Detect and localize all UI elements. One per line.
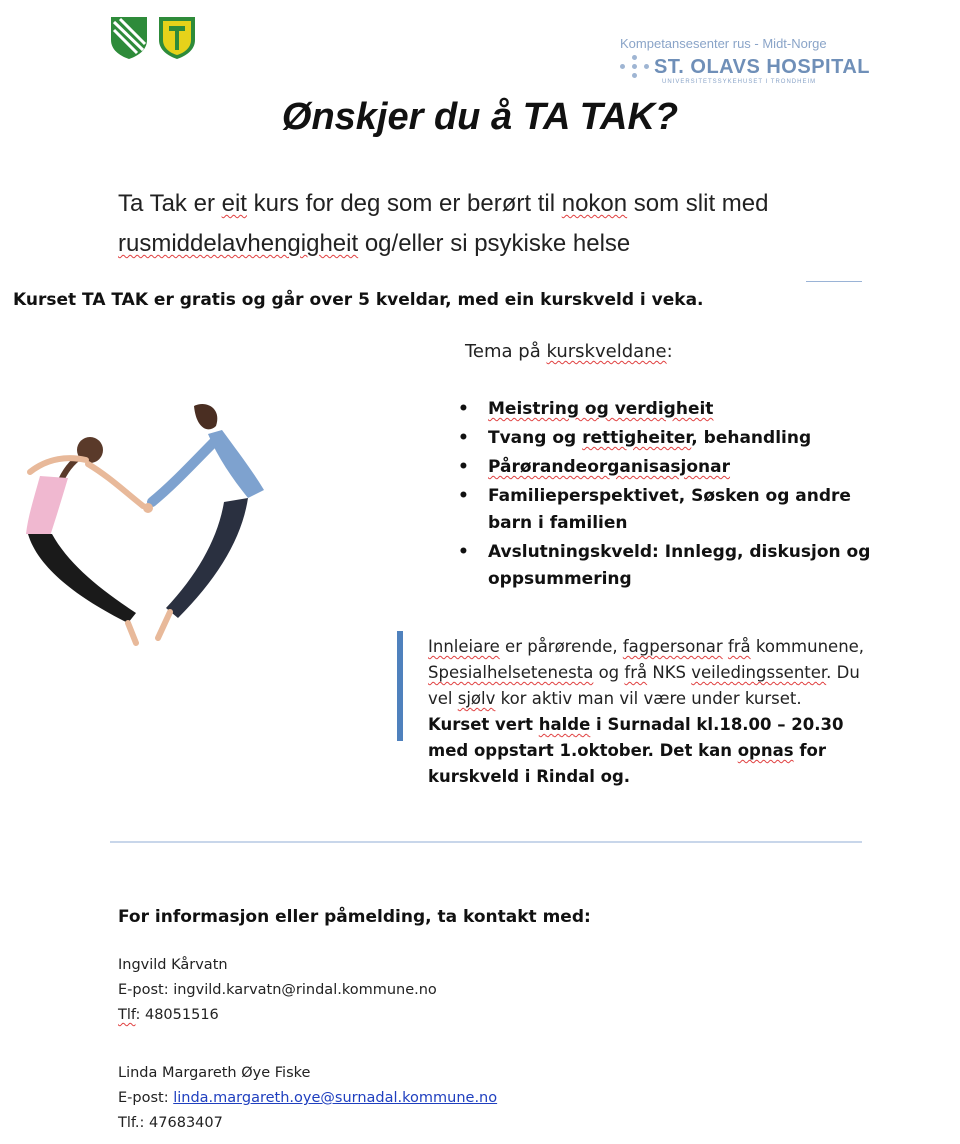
hospital-dots-icon: [620, 55, 646, 79]
schedule-text: [428, 715, 843, 786]
hospital-tagline: Kompetansesenter rus - Midt-Norge: [620, 36, 827, 51]
phone-label: Tlf.: [118, 1115, 140, 1131]
info-block: [428, 634, 868, 790]
topics-heading: [465, 341, 673, 362]
hospital-subtitle: UNIVERSITETSSYKEHUSET I TRONDHEIM: [662, 79, 817, 85]
schedule-word: halde: [538, 715, 591, 734]
topic-text: Meistring og: [488, 399, 615, 419]
contact-phone-line: [118, 1003, 437, 1028]
phone-label: Tlf: [118, 1007, 136, 1023]
info-word: veiledingssenter: [691, 663, 827, 682]
schedule-part: Kurset vert: [428, 715, 539, 734]
info-word: sjølv: [457, 689, 496, 708]
contact-name: Linda Margareth Øye Fiske: [118, 1065, 311, 1081]
intro-text: kurs for deg som er berørt til: [246, 190, 562, 217]
topic-text: Familieperspektivet, Søsken og andre barn i familien: [488, 486, 851, 533]
list-item: [458, 483, 878, 537]
info-text: NKS: [647, 663, 692, 682]
list-item: [458, 454, 878, 481]
divider-long: [110, 841, 862, 843]
accent-bar: [397, 631, 403, 741]
topics-list: [458, 396, 878, 595]
info-text: er pårørende,: [499, 637, 623, 656]
schedule-part: i Surnadal kl.18.00 – 20.30 med oppstart 1.oktober. Det kan: [428, 715, 844, 760]
contact-heading: For informasjon eller påmelding, ta kontakt med:: [118, 907, 591, 927]
hospital-name: ST. OLAVS HOSPITAL: [653, 55, 870, 78]
contact-card-1: [118, 953, 437, 1028]
topic-text: Pårørandeorganisasjonar: [488, 457, 731, 477]
bullet-icon: •: [458, 428, 469, 448]
contact-email-line: [118, 1086, 497, 1111]
contact-card-2: [118, 1061, 497, 1136]
info-word: frå: [624, 663, 648, 682]
info-word: Innleiare: [428, 637, 500, 656]
list-item: [458, 425, 878, 452]
schedule-part: for kurskveld i Rindal og.: [428, 741, 826, 786]
contact-email: ingvild.karvatn@rindal.kommune.no: [173, 982, 437, 998]
intro-word: nokon: [561, 190, 628, 217]
topic-text: verdigheit: [614, 399, 714, 419]
bullet-icon: •: [458, 457, 469, 477]
hospital-logo: [620, 36, 870, 85]
intro-text: Ta Tak er: [118, 190, 222, 217]
bullet-icon: •: [458, 399, 469, 419]
info-word: Spesialhelsetenesta: [428, 663, 594, 682]
municipality-shield-left-logo: [110, 16, 148, 65]
topic-text: Avslutningskveld: Innlegg, diskusjon og oppsummering: [488, 542, 871, 589]
contact-email-link[interactable]: linda.margareth.oye@surnadal.kommune.no: [173, 1090, 498, 1106]
contact-email-line: [118, 978, 437, 1003]
info-text: og: [593, 663, 625, 682]
bullet-icon: •: [458, 486, 469, 506]
intro-text: og/eller si psykiske helse: [358, 230, 631, 257]
topics-heading-text: :: [666, 341, 673, 362]
intro-word: eit: [221, 190, 247, 217]
page-title: [0, 96, 960, 139]
email-label: E-post:: [118, 1090, 174, 1106]
intro-text: som slit med: [627, 190, 769, 217]
list-item: [458, 539, 878, 593]
info-text: . Du vel: [428, 663, 860, 708]
intro-paragraph: [118, 184, 898, 264]
municipality-shield-right-logo: [158, 16, 196, 65]
dancers-heart-illustration: [18, 398, 288, 668]
email-label: E-post:: [118, 982, 174, 998]
page-title-text: Ønskjer du å TA TAK?: [281, 96, 679, 138]
info-word: frå: [727, 637, 751, 656]
course-summary: Kurset TA TAK er gratis og går over 5 kveldar, med ein kurskveld i veka.: [13, 290, 704, 310]
list-item: [458, 396, 878, 423]
topic-text: rettigheiter: [582, 428, 692, 448]
contact-name: Ingvild Kårvatn: [118, 957, 228, 973]
contact-phone: : 48051516: [135, 1007, 219, 1023]
info-text: kor aktiv man vil være under kurset.: [495, 689, 802, 708]
contact-phone-line: [118, 1111, 497, 1136]
contact-phone: : 47683407: [139, 1115, 223, 1131]
topics-heading-word: kurskveldane: [546, 341, 667, 362]
schedule-word: opnas: [737, 741, 794, 760]
topics-heading-text: Tema på: [465, 341, 547, 362]
divider-short: [806, 281, 862, 282]
topic-text: Tvang og: [488, 428, 583, 448]
topic-text: , behandling: [691, 428, 812, 448]
intro-word: rusmiddelavhengigheit: [118, 230, 359, 257]
info-text: kommunene,: [750, 637, 865, 656]
bullet-icon: •: [458, 542, 469, 562]
info-word: fagpersonar: [622, 637, 723, 656]
